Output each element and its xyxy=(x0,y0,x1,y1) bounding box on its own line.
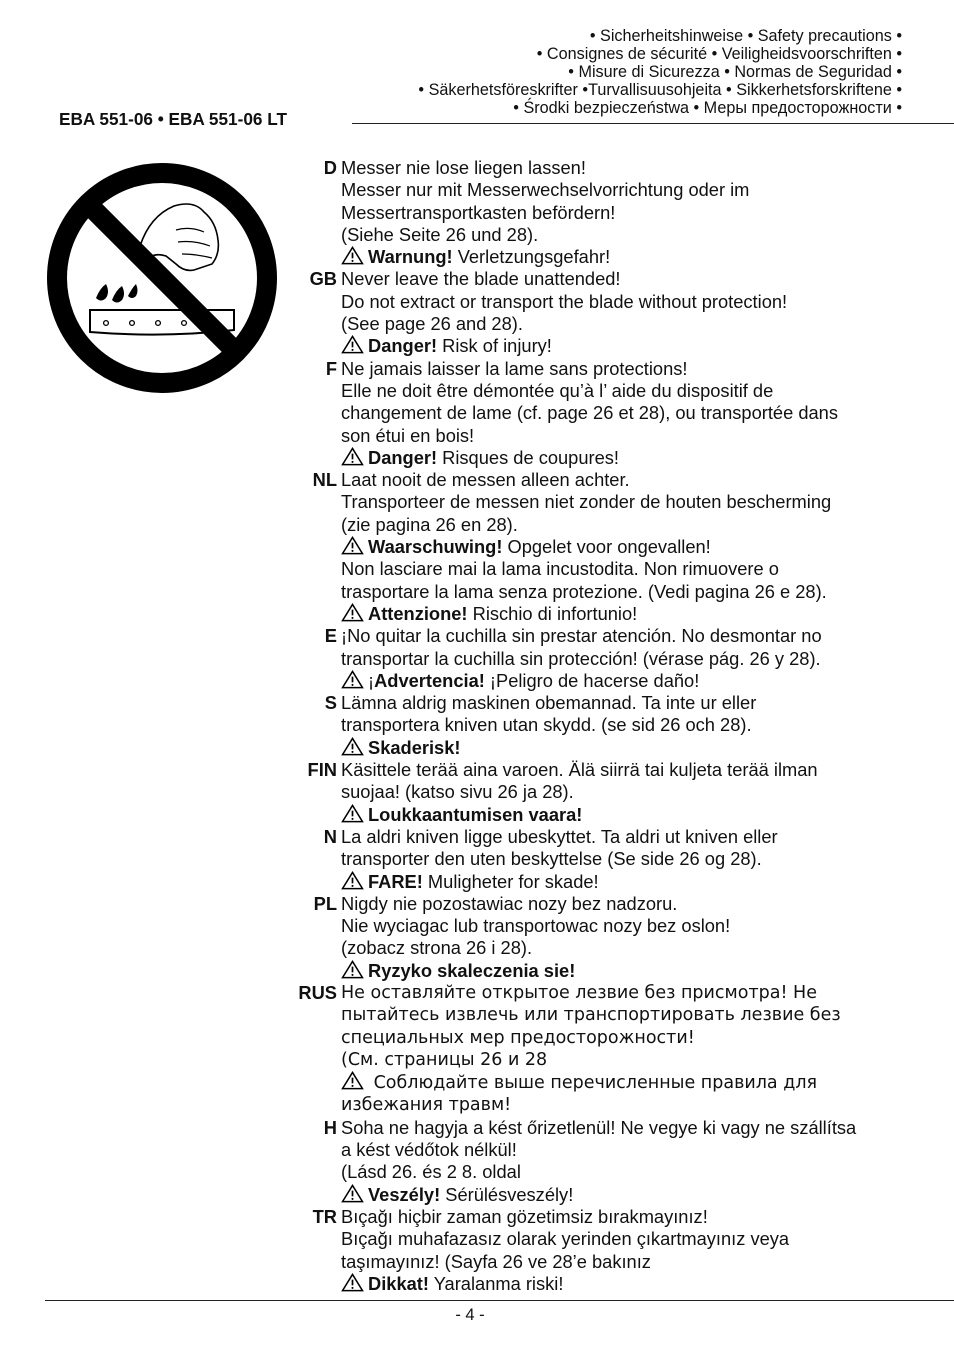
instruction-line: Do not extract or transport the blade without protection! xyxy=(341,290,788,312)
warning-line xyxy=(341,335,926,357)
instruction-line: (Siehe Seite 26 und 28). xyxy=(341,223,539,245)
instruction-line: Soha ne hagyja a kést őrizetlenül! Ne vegye ki vagy ne szállítsa xyxy=(341,1116,857,1138)
warning-text: Risques de coupures! xyxy=(437,446,619,468)
header-line: • Säkerhetsföreskrifter •Turvallisuusohjeita • Sikkerhetsforskriftene • xyxy=(418,80,902,99)
language-code: GB xyxy=(309,268,337,290)
warning-line xyxy=(341,871,926,893)
warning-text: Risk of injury! xyxy=(437,335,552,357)
warning-text: ¡Peligro de hacerse daño! xyxy=(484,669,700,691)
section-gb xyxy=(286,268,926,357)
instruction-line: trasportare la lama senza protezione. (Vedi pagina 26 e 28). xyxy=(341,580,827,602)
header-line: • Misure di Sicurezza • Normas de Seguridad • xyxy=(568,62,902,81)
warning-line xyxy=(341,670,926,692)
instruction-line: пытайтесь извлечь или транспортировать лезвие без xyxy=(341,1005,841,1026)
section-f xyxy=(286,358,926,469)
warning-line xyxy=(341,447,926,469)
section-fin xyxy=(286,759,926,826)
instruction-line: Bıçağı hiçbir zaman gözetimsiz bırakmayınız! xyxy=(341,1205,708,1227)
warning-triangle-icon xyxy=(341,960,364,979)
warning-text: Соблюдайте выше перечисленные правила для xyxy=(368,1073,818,1094)
warning-label: Advertencia! xyxy=(374,669,485,691)
warning-text: Verletzungsgefahr! xyxy=(452,246,611,268)
instruction-line: Käsittele terää aina varoen. Älä siirrä tai kuljeta terää ilman xyxy=(341,759,818,781)
instruction-line: избежания травм! xyxy=(341,1095,512,1116)
language-code: TR xyxy=(312,1205,337,1227)
warning-label: Warnung! xyxy=(368,246,453,268)
section-i xyxy=(286,558,926,625)
instruction-line: Ne jamais laisser la lame sans protections! xyxy=(341,357,688,379)
warning-line xyxy=(341,1184,926,1206)
header-divider xyxy=(352,123,954,124)
warning-label: Danger! xyxy=(368,446,438,468)
page-number: - 4 - xyxy=(455,1306,485,1324)
header-line: • Consignes de sécurité • Veiligheidsvoorschriften • xyxy=(536,44,902,63)
instruction-line: Nigdy nie pozostawiac nozy bez nadzoru. xyxy=(341,892,678,914)
warning-line xyxy=(341,960,926,982)
instruction-line: (zobacz strona 26 i 28). xyxy=(341,937,533,959)
language-code: D xyxy=(323,157,337,178)
warning-label: Ryzyko skaleczenia sie! xyxy=(368,959,576,981)
warning-text: Sérülésveszély! xyxy=(440,1183,574,1205)
warning-triangle-icon xyxy=(341,603,364,622)
instruction-line: (zie pagina 26 en 28). xyxy=(341,513,518,535)
warning-triangle-icon xyxy=(341,871,364,890)
instruction-line: transportera kniven utan skydd. (se sid 26 och 28). xyxy=(341,714,752,736)
warning-line xyxy=(341,737,926,759)
section-pl xyxy=(286,893,926,982)
warning-triangle-icon xyxy=(341,1071,364,1090)
instruction-line: (See page 26 and 28). xyxy=(341,313,523,335)
language-code: S xyxy=(324,692,337,714)
warning-triangle-icon xyxy=(341,447,364,466)
warning-line xyxy=(341,1273,926,1295)
warning-triangle-icon xyxy=(341,670,364,689)
no-touching-blade-icon xyxy=(44,160,280,396)
section-de xyxy=(286,157,926,268)
instruction-line: Laat nooit de messen alleen achter. xyxy=(341,469,630,491)
warning-text: Yaralanma riski! xyxy=(428,1272,564,1294)
section-e xyxy=(286,625,926,692)
warning-triangle-icon xyxy=(341,335,364,354)
instruction-line: (Lásd 26. és 2 8. oldal xyxy=(341,1161,521,1183)
warning-text: Rischio di infortunio! xyxy=(467,602,638,624)
instruction-line: специальных мер предосторожности! xyxy=(341,1027,695,1048)
instruction-line: Bıçağı muhafazasız olarak yerinden çıkartmayınız veya xyxy=(341,1228,790,1250)
section-h xyxy=(286,1117,926,1206)
warning-line xyxy=(341,804,926,826)
instruction-line: Не оставляйте открытое лезвие без присмотра! Не xyxy=(341,982,817,1003)
instruction-line: Messertransportkasten befördern! xyxy=(341,201,616,223)
instruction-line: taşımayınız! (Sayfa 26 ve 28’e bakınız xyxy=(341,1250,651,1272)
warning-prefix: ¡ xyxy=(368,669,375,691)
warning-label: Waarschuwing! xyxy=(368,536,503,558)
instruction-line: Nie wyciagac lub transportowac nozy bez oslon! xyxy=(341,915,731,937)
warning-label: Loukkaantumisen vaara! xyxy=(368,803,583,825)
warning-label: Dikkat! xyxy=(368,1272,429,1294)
language-code: F xyxy=(325,357,337,379)
warning-label: Danger! xyxy=(368,335,438,357)
warning-triangle-icon xyxy=(341,1273,364,1292)
warning-triangle-icon xyxy=(341,737,364,756)
language-code: FIN xyxy=(307,759,337,781)
language-code: PL xyxy=(313,892,337,914)
warning-line xyxy=(341,603,926,625)
warning-triangle-icon xyxy=(341,536,364,555)
instruction-line: Elle ne doit être démontée qu’à l’ aide du dispositif de xyxy=(341,379,774,401)
warning-line xyxy=(341,246,926,268)
instruction-line: transporter den uten beskyttelse (Se side 26 og 28). xyxy=(341,848,762,870)
instruction-line: Messer nur mit Messerwechselvorrichtung oder im xyxy=(341,179,750,201)
instruction-line: Lämna aldrig maskinen obemannad. Ta inte ur eller xyxy=(341,692,757,714)
instruction-line: suojaa! (katso sivu 26 ja 28). xyxy=(341,781,574,803)
instruction-line: ¡No quitar la cuchilla sin prestar atención. No desmontar no xyxy=(341,625,822,647)
warning-line xyxy=(341,1071,926,1094)
section-nl xyxy=(286,469,926,558)
instruction-line: transportar la cuchilla sin protección! (vérase pág. 26 y 28). xyxy=(341,647,821,669)
warning-label: FARE! xyxy=(368,870,423,892)
instruction-line: Transporteer de messen niet zonder de houten bescherming xyxy=(341,491,832,513)
header-line: • Środki bezpieczeństwa • Меры предосторожности • xyxy=(513,98,902,117)
model-name: EBA 551-06 • EBA 551-06 LT xyxy=(59,109,287,129)
language-code: E xyxy=(324,625,337,647)
header-line: • Sicherheitshinweise • Safety precautions • xyxy=(589,27,902,45)
instruction-line: a kést védőtok nélkül! xyxy=(341,1139,517,1161)
language-code: RUS xyxy=(298,981,337,1003)
section-s xyxy=(286,692,926,759)
instruction-line: Messer nie lose liegen lassen! xyxy=(341,157,586,178)
warning-line xyxy=(341,536,926,558)
language-code: NL xyxy=(312,469,337,491)
warning-text: Muligheter for skade! xyxy=(422,870,599,892)
warning-triangle-icon xyxy=(341,1184,364,1203)
instruction-line: La aldri kniven ligge ubeskyttet. Ta aldri ut kniven eller xyxy=(341,825,778,847)
instruction-line: Never leave the blade unattended! xyxy=(341,268,621,290)
section-n xyxy=(286,826,926,893)
language-code: H xyxy=(323,1116,337,1138)
warning-triangle-icon xyxy=(341,804,364,823)
safety-instructions xyxy=(286,157,926,1295)
instruction-line: changement de lame (cf. page 26 et 28), ou transportée dans xyxy=(341,402,838,424)
language-code: N xyxy=(323,825,337,847)
section-title-block xyxy=(418,28,902,118)
section-rus xyxy=(286,982,926,1117)
warning-triangle-icon xyxy=(341,246,364,265)
language-code xyxy=(286,558,341,625)
footer-divider xyxy=(45,1300,954,1301)
instruction-line: son étui en bois! xyxy=(341,424,475,446)
instruction-line: (См. страницы 26 и 28 xyxy=(341,1049,548,1070)
warning-label: Veszély! xyxy=(368,1183,441,1205)
warning-text: Opgelet voor ongevallen! xyxy=(502,536,711,558)
warning-label: Attenzione! xyxy=(368,602,468,624)
section-tr xyxy=(286,1206,926,1295)
instruction-line: Non lasciare mai la lama incustodita. Non rimuovere o xyxy=(341,558,779,580)
warning-label: Skaderisk! xyxy=(368,736,461,758)
